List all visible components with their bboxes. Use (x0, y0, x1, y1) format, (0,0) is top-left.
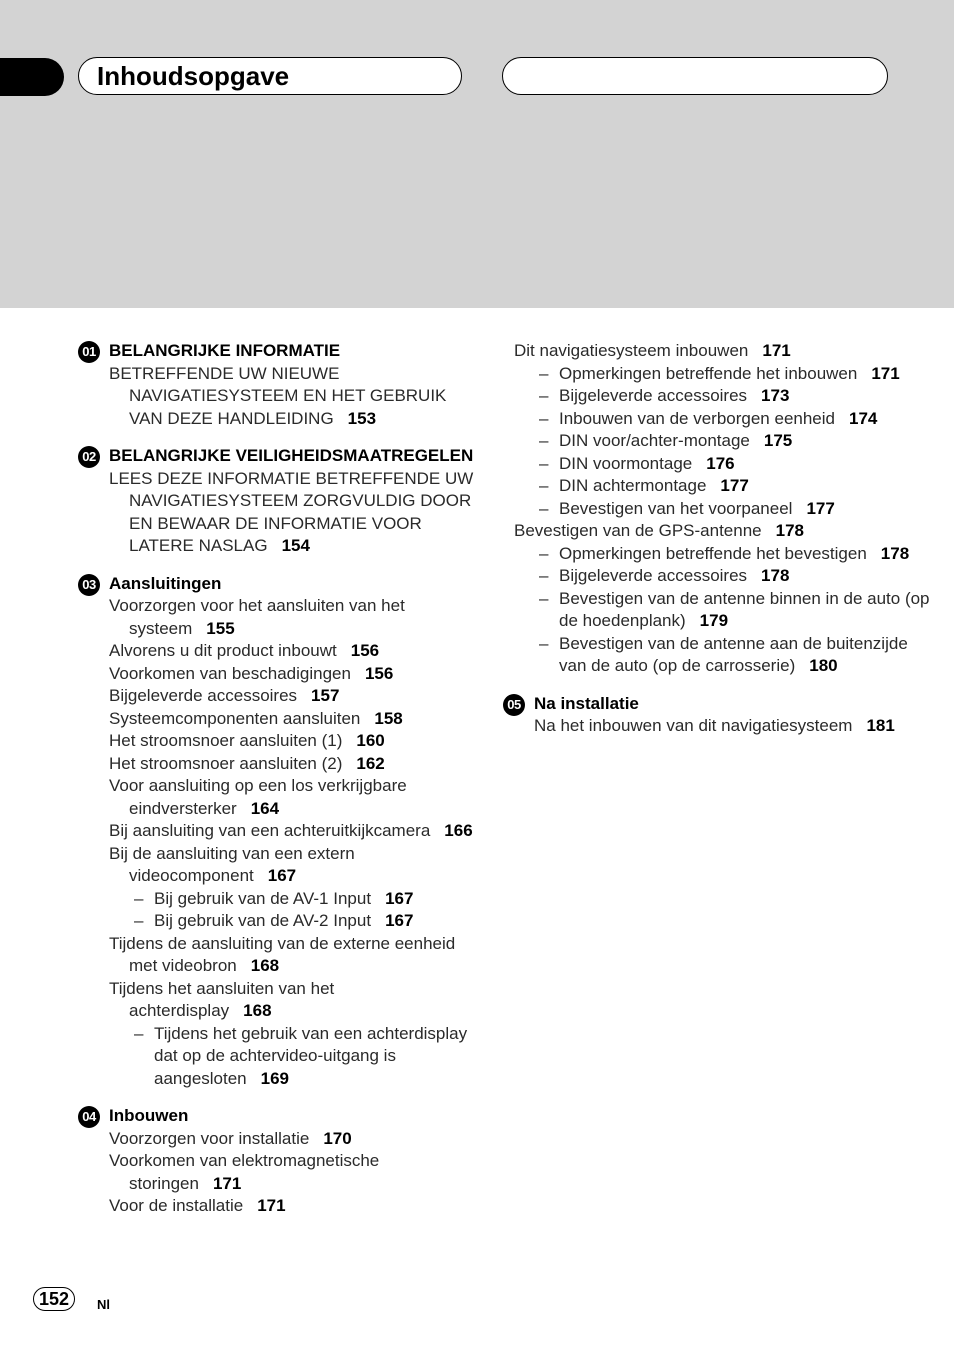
toc-entry[interactable] (78, 708, 478, 731)
entry-page-number: 168 (243, 1001, 272, 1020)
entry-text: Bevestigen van de GPS-antenne (514, 521, 762, 540)
toc-entry[interactable] (483, 385, 933, 408)
entry-text: Het stroomsnoer aansluiten (1) (109, 731, 343, 750)
entry-page-number: 156 (350, 641, 380, 660)
entry-text: Alvorens u dit product inbouwt (109, 641, 337, 660)
section-title: BELANGRIJKE INFORMATIE (109, 341, 341, 360)
toc-entry[interactable] (78, 640, 478, 663)
dash-bullet: – (539, 633, 549, 653)
toc-entry[interactable] (78, 978, 478, 1023)
dash-bullet: – (539, 476, 549, 495)
toc-entry[interactable] (78, 753, 478, 776)
entry-text: Bij gebruik van de AV-2 Input (154, 911, 372, 930)
entry-text: LEES DEZE INFORMATIE BETREFFENDE UW NAVIGATIESYSTEEM ZORGVULDIG DOOR EN BEWAAR DE INFORMATIE VOOR LATERE NASLAG (109, 468, 474, 555)
toc-entry[interactable] (78, 933, 478, 978)
entry-text: Bevestigen van de antenne aan de buitenzijde van de auto (op de carrosserie) (559, 633, 908, 675)
dash-bullet: – (539, 588, 549, 608)
entry-text: Opmerkingen betreffende het bevestigen (559, 543, 867, 563)
toc-section (78, 445, 478, 558)
entry-text: Bijgeleverde accessoires (559, 566, 748, 585)
toc-entry[interactable] (78, 1128, 478, 1151)
dash-bullet: – (539, 498, 549, 518)
toc-entry[interactable] (78, 1195, 478, 1218)
entry-text: Inbouwen van de verborgen eenheid (559, 408, 835, 428)
toc-section (503, 693, 933, 738)
entry-page-number: 166 (444, 821, 473, 840)
dash-bullet: – (134, 888, 144, 908)
toc-entry[interactable] (78, 730, 478, 753)
entry-text: Bij de aansluiting van een extern videocomponent (109, 843, 355, 885)
entry-page-number: 167 (385, 911, 414, 930)
entry-page-number: 167 (385, 888, 414, 908)
toc-entry[interactable] (78, 595, 478, 640)
entry-text: DIN achtermontage (559, 476, 707, 495)
entry-page-number: 174 (849, 408, 878, 428)
toc-entry[interactable] (78, 468, 478, 558)
toc-entry[interactable] (78, 820, 478, 843)
entry-page-number: 173 (761, 386, 790, 405)
entry-text: Systeemcomponenten aansluiten (109, 708, 361, 728)
toc-right-column (503, 340, 933, 753)
section-heading[interactable] (78, 445, 478, 468)
entry-page-number: 170 (323, 1128, 352, 1148)
toc-entry[interactable] (78, 843, 478, 888)
toc-section (503, 340, 933, 678)
toc-entry[interactable] (78, 888, 478, 911)
toc-left-column (78, 340, 478, 1233)
toc-entry[interactable] (483, 498, 933, 521)
dash-bullet: – (539, 453, 549, 473)
section-title: Aansluitingen (109, 573, 222, 593)
entry-page-number: 160 (356, 731, 385, 750)
entry-text: BETREFFENDE UW NIEUWE NAVIGATIESYSTEEM EN HET GEBRUIK VAN DEZE HANDLEIDING (109, 363, 447, 428)
section-tab (0, 58, 64, 96)
toc-entry[interactable] (483, 340, 933, 363)
entry-page-number: 154 (281, 536, 310, 555)
section-number-badge: 05 (503, 694, 525, 716)
entry-text: Voorzorgen voor het aansluiten van het systeem (109, 596, 405, 638)
entry-page-number: 171 (871, 363, 900, 383)
entry-text: Voorkomen van elektromagnetische storingen (109, 1151, 380, 1193)
entry-page-number: 169 (260, 1068, 290, 1088)
dash-bullet: – (539, 543, 549, 563)
section-number-badge: 01 (78, 341, 100, 363)
entry-text: Bij gebruik van de AV-1 Input (154, 888, 372, 908)
entry-text: Tijdens het aansluiten van het achterdisplay (109, 978, 335, 1020)
entry-page-number: 179 (699, 611, 729, 630)
entry-page-number: 158 (374, 708, 403, 728)
entry-text: Opmerkingen betreffende het inbouwen (559, 363, 858, 383)
entry-text: Bevestigen van het voorpaneel (559, 498, 793, 518)
dash-bullet: – (539, 566, 549, 585)
section-heading[interactable] (78, 1105, 478, 1128)
entry-page-number: 177 (720, 476, 749, 495)
toc-entry[interactable] (483, 588, 933, 633)
entry-page-number: 153 (347, 408, 377, 428)
toc-entry[interactable] (483, 565, 933, 588)
toc-entry[interactable] (503, 715, 933, 738)
page-number: 152 (33, 1287, 75, 1311)
toc-entry[interactable] (483, 408, 933, 431)
title-box (78, 57, 462, 95)
dash-bullet: – (539, 408, 549, 428)
section-number-badge: 04 (78, 1106, 100, 1128)
entry-text: Tijdens de aansluiting van de externe eenheid met videobron (109, 933, 456, 975)
entry-text: Voor aansluiting op een los verkrijgbare eindversterker (109, 776, 407, 818)
entry-text: Voor de installatie (109, 1196, 244, 1215)
entry-page-number: 178 (880, 543, 910, 563)
entry-page-number: 171 (762, 341, 791, 360)
toc-entry[interactable] (483, 453, 933, 476)
dash-bullet: – (539, 386, 549, 405)
entry-page-number: 180 (809, 656, 838, 675)
entry-page-number: 164 (250, 798, 280, 818)
entry-page-number: 171 (257, 1196, 286, 1215)
section-title: Na installatie (534, 693, 639, 713)
dash-bullet: – (539, 363, 549, 383)
entry-text: Tijdens het gebruik van een achterdisplay dat op de achtervideo-uitgang is aangesloten (154, 1023, 468, 1088)
entry-text: Na het inbouwen van dit navigatiesysteem (534, 716, 853, 735)
entry-text: Bevestigen van de antenne binnen in de auto (op de hoedenplank) (559, 588, 930, 630)
entry-text: Voorkomen van beschadigingen (109, 663, 351, 683)
entry-page-number: 176 (706, 453, 735, 473)
toc-entry[interactable] (78, 663, 478, 686)
toc-entry[interactable] (78, 910, 478, 933)
header-band (0, 0, 954, 308)
dash-bullet: – (134, 911, 144, 930)
toc-entry[interactable] (483, 475, 933, 498)
entry-page-number: 167 (267, 866, 297, 885)
section-title: Inbouwen (109, 1106, 189, 1125)
entry-page-number: 177 (806, 498, 835, 518)
section-number-badge: 03 (78, 574, 100, 596)
entry-page-number: 178 (775, 521, 804, 540)
toc-entry[interactable] (483, 633, 933, 678)
toc-section (78, 1105, 478, 1218)
section-number-badge: 02 (78, 446, 100, 468)
entry-page-number: 171 (212, 1173, 242, 1193)
toc-entry[interactable] (483, 543, 933, 566)
entry-page-number: 162 (356, 753, 385, 773)
toc-entry[interactable] (78, 363, 478, 431)
entry-page-number: 175 (763, 431, 793, 450)
toc-entry[interactable] (483, 363, 933, 386)
entry-text: Bijgeleverde accessoires (559, 386, 748, 405)
section-title: BELANGRIJKE VEILIGHEIDSMAATREGELEN (109, 446, 474, 465)
entry-page-number: 156 (364, 663, 394, 683)
entry-text: Dit navigatiesysteem inbouwen (514, 341, 749, 360)
toc-entry[interactable] (78, 1150, 478, 1195)
entry-page-number: 178 (761, 566, 790, 585)
entry-text: Bijgeleverde accessoires (109, 686, 298, 705)
entry-text: Voorzorgen voor installatie (109, 1128, 310, 1148)
entry-text: Het stroomsnoer aansluiten (2) (109, 753, 343, 773)
toc-entry[interactable] (483, 430, 933, 453)
dash-bullet: – (134, 1023, 144, 1043)
page-title: Inhoudsopgave (97, 61, 290, 91)
section-heading[interactable] (78, 573, 478, 596)
entry-page-number: 157 (311, 686, 340, 705)
toc-section (78, 573, 478, 1091)
entry-text: DIN voor/achter-montage (559, 431, 750, 450)
entry-text: DIN voormontage (559, 453, 693, 473)
toc-entry[interactable] (78, 685, 478, 708)
section-heading[interactable] (503, 693, 933, 716)
toc-entry[interactable] (483, 520, 933, 543)
toc-entry[interactable] (78, 775, 478, 820)
language-code: Nl (97, 1297, 110, 1312)
entry-page-number: 168 (250, 956, 280, 975)
entry-page-number: 181 (866, 716, 895, 735)
dash-bullet: – (539, 431, 549, 450)
chapter-box (502, 57, 888, 95)
toc-entry[interactable] (78, 1023, 478, 1091)
toc-section (78, 340, 478, 430)
entry-text: Bij aansluiting van een achteruitkijkcamera (109, 821, 431, 840)
entry-page-number: 155 (206, 618, 235, 638)
section-heading[interactable] (78, 340, 478, 363)
